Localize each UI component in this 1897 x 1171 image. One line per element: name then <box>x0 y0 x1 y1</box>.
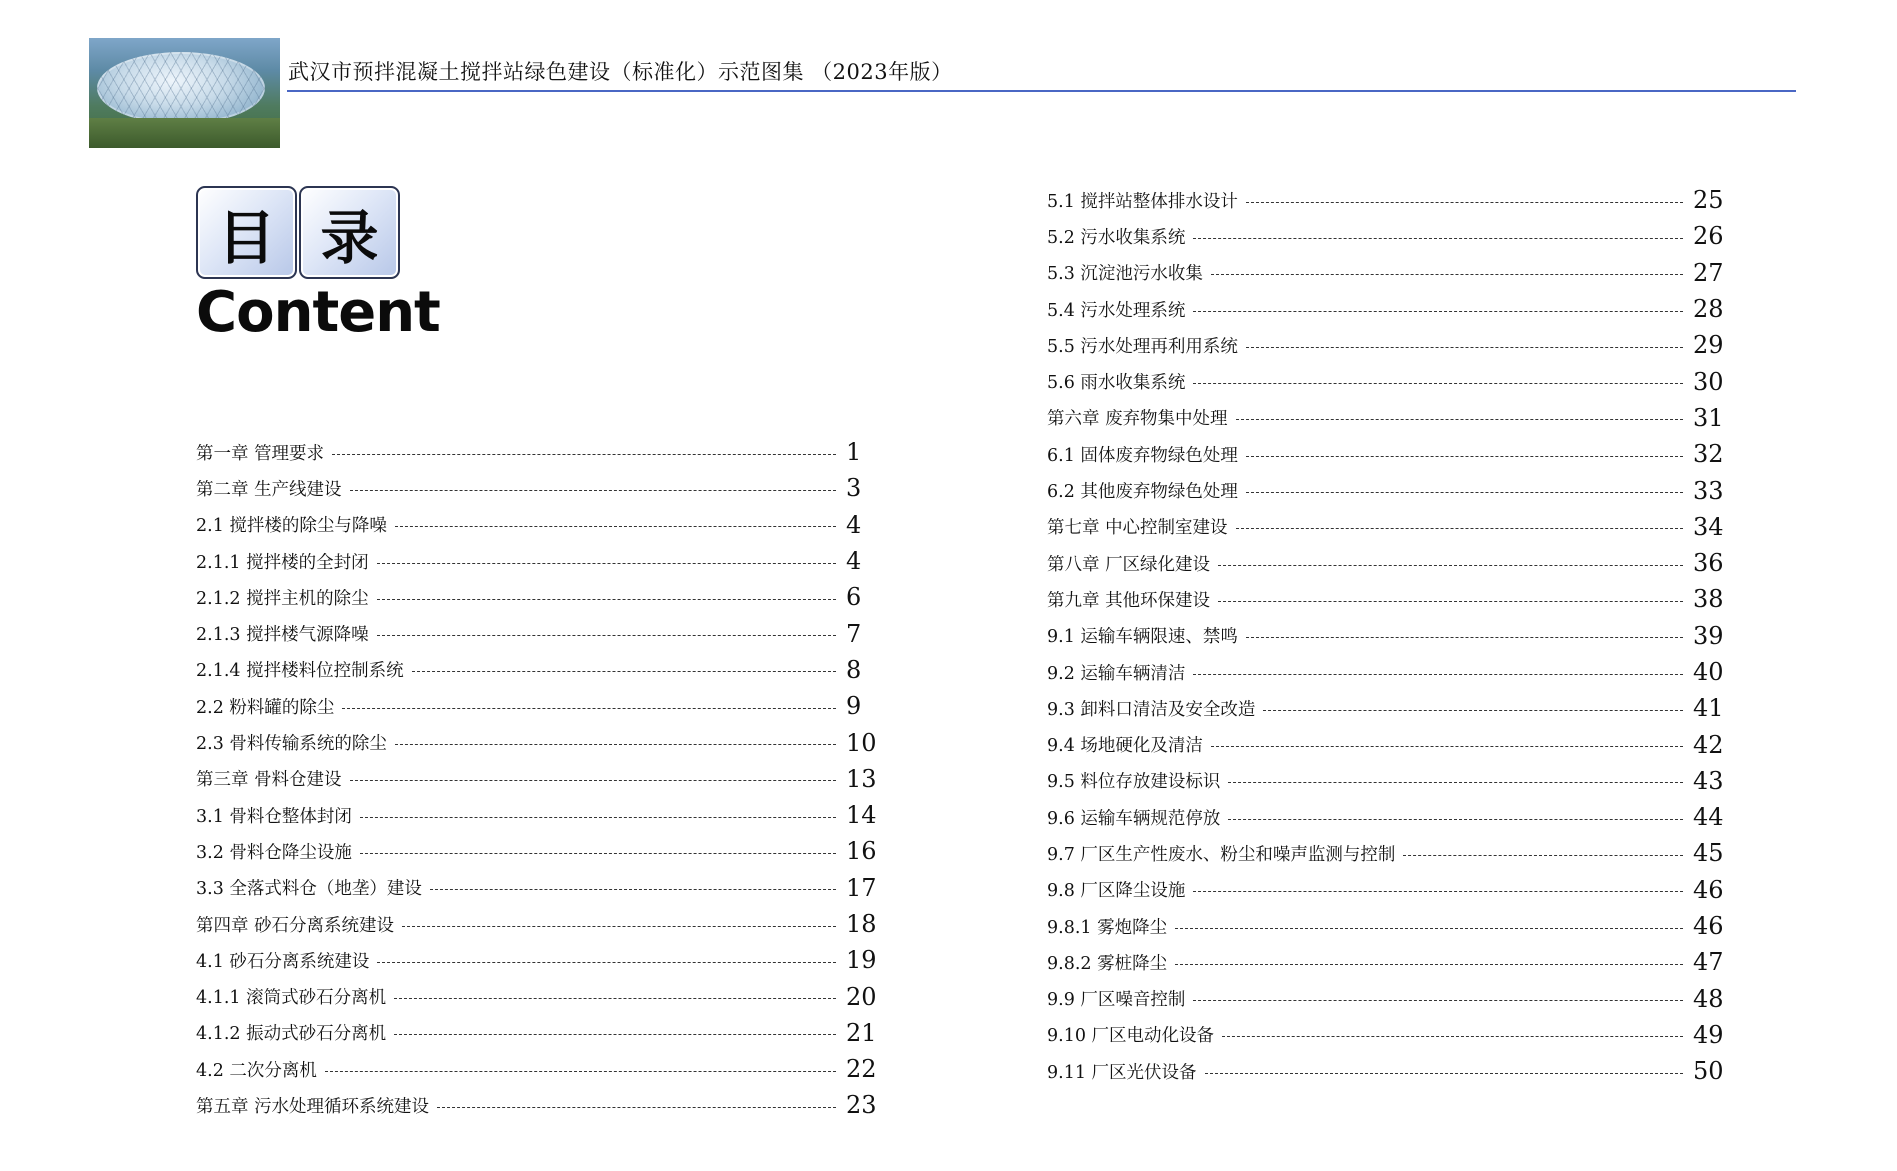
toc-entry[interactable] <box>1047 291 1727 327</box>
toc-entry[interactable] <box>196 797 880 833</box>
toc-entry-page: 44 <box>1693 803 1724 832</box>
toc-entry-page: 45 <box>1693 839 1724 868</box>
toc-entry-label: 9.11 厂区光伏设备 <box>1047 1062 1197 1083</box>
toc-leader-dots <box>1246 202 1683 203</box>
toc-entry-page: 7 <box>846 619 862 648</box>
toc-leader-dots <box>350 490 836 491</box>
toc-entry-page: 48 <box>1693 984 1724 1013</box>
toc-entry-label: 3.3 全落式料仓（地垄）建设 <box>196 879 422 900</box>
toc-entry-page: 16 <box>846 837 877 866</box>
toc-leader-dots <box>332 454 836 455</box>
toc-entry-label: 9.8 厂区降尘设施 <box>1047 881 1186 902</box>
toc-entry-label: 第八章 厂区绿化建设 <box>1047 554 1211 575</box>
toc-entry-page: 28 <box>1693 295 1724 324</box>
toc-entry-label: 9.2 运输车辆清洁 <box>1047 663 1186 684</box>
toc-leader-dots <box>1193 891 1683 892</box>
toc-entry-page: 40 <box>1693 658 1724 686</box>
toc-entry-label: 9.1 运输车辆限速、禁鸣 <box>1047 627 1238 648</box>
toc-entry-label: 第九章 其他环保建设 <box>1047 590 1211 611</box>
toc-entry[interactable] <box>1047 690 1727 726</box>
toc-entry-label: 2.1.3 搅拌楼气源降噪 <box>196 625 369 646</box>
toc-entry-page: 1 <box>846 438 862 467</box>
toc-entry[interactable] <box>1047 363 1727 399</box>
toc-leader-dots <box>342 708 836 709</box>
toc-leader-dots <box>1211 274 1683 275</box>
toc-leader-dots <box>1263 710 1683 711</box>
toc-entry-page: 30 <box>1693 367 1724 396</box>
toc-entry-label: 2.1 搅拌楼的除尘与降噪 <box>196 516 387 537</box>
toc-entry-label: 9.10 厂区电动化设备 <box>1047 1026 1215 1047</box>
toc-entry[interactable] <box>196 1051 880 1087</box>
toc-entry-page: 49 <box>1693 1020 1724 1049</box>
toc-entry-label: 5.1 搅拌站整体排水设计 <box>1047 191 1238 212</box>
toc-entry-label: 3.1 骨料仓整体封闭 <box>196 806 352 827</box>
toc-entry[interactable] <box>1047 654 1727 690</box>
toc-leader-dots <box>437 1107 836 1108</box>
toc-leader-dots <box>1403 855 1683 856</box>
toc-leader-dots <box>430 889 836 890</box>
toc-leader-dots <box>1193 238 1683 239</box>
toc-leader-dots <box>1211 746 1683 747</box>
toc-leader-dots <box>1222 1036 1683 1037</box>
toc-entry-label: 第六章 废弃物集中处理 <box>1047 409 1228 430</box>
toc-entry-label: 9.5 料位存放建设标识 <box>1047 772 1221 793</box>
toc-entry-label: 5.5 污水处理再利用系统 <box>1047 336 1238 357</box>
toc-leader-dots <box>1175 964 1683 965</box>
toc-entry-label: 2.3 骨料传输系统的除尘 <box>196 734 387 755</box>
toc-entry-label: 3.2 骨料仓降尘设施 <box>196 842 352 863</box>
toc-entry-label: 2.1.4 搅拌楼料位控制系统 <box>196 661 404 682</box>
toc-entry-page: 34 <box>1693 512 1724 541</box>
toc-entry-page: 18 <box>846 910 877 938</box>
toc-leader-dots <box>412 671 836 672</box>
toc-leader-dots <box>1193 311 1683 312</box>
toc-entry-page: 36 <box>1693 549 1724 578</box>
toc-leader-dots <box>1236 419 1683 420</box>
toc-entry[interactable] <box>196 978 880 1014</box>
toc-leader-dots <box>325 1071 836 1072</box>
title-char-key: 录 <box>299 186 400 279</box>
toc-entry[interactable] <box>196 1015 880 1051</box>
toc-entry-page: 13 <box>846 764 877 793</box>
toc-entry[interactable] <box>1047 472 1727 508</box>
toc-entry-page: 8 <box>846 655 862 684</box>
toc-leader-dots <box>394 998 836 999</box>
toc-leader-dots <box>1236 528 1683 529</box>
toc-leader-dots <box>1193 674 1683 675</box>
toc-leader-dots <box>350 780 836 781</box>
header-divider <box>287 90 1796 92</box>
toc-entry-page: 33 <box>1693 476 1724 505</box>
toc-entry-label: 9.3 卸料口清洁及安全改造 <box>1047 699 1256 720</box>
toc-entry-page: 3 <box>846 474 862 503</box>
toc-title-en: Content <box>196 280 440 345</box>
toc-entry-label: 5.4 污水处理系统 <box>1047 300 1186 321</box>
toc-entry[interactable] <box>1047 436 1727 472</box>
toc-leader-dots <box>1175 928 1683 929</box>
toc-entry-label: 6.2 其他废弃物绿色处理 <box>1047 482 1238 503</box>
toc-entry-label: 9.4 场地硬化及清洁 <box>1047 736 1203 757</box>
toc-leader-dots <box>1246 637 1683 638</box>
toc-entry-label: 2.1.2 搅拌主机的除尘 <box>196 588 369 609</box>
toc-entry[interactable] <box>1047 872 1727 908</box>
toc-entry[interactable] <box>1047 908 1727 944</box>
toc-entry[interactable] <box>196 470 880 506</box>
toc-entry-label: 第七章 中心控制室建设 <box>1047 518 1228 539</box>
toc-entry-page: 46 <box>1693 912 1724 941</box>
toc-title-cn <box>196 186 400 279</box>
toc-entry-page: 4 <box>846 547 862 576</box>
toc-entry[interactable] <box>196 906 880 942</box>
toc-entry-page: 19 <box>846 946 877 975</box>
toc-entry-page: 31 <box>1693 403 1724 432</box>
toc-entry[interactable] <box>1047 618 1727 654</box>
toc-leader-dots <box>1228 819 1683 820</box>
toc-leader-dots <box>394 1034 836 1035</box>
toc-entry-page: 41 <box>1693 694 1724 723</box>
toc-leader-dots <box>360 853 836 854</box>
toc-entry-page: 14 <box>846 801 877 830</box>
toc-entry-label: 9.6 运输车辆规范停放 <box>1047 808 1221 829</box>
toc-entry-label: 第三章 骨料仓建设 <box>196 770 342 791</box>
title-char-key: 目 <box>196 186 297 279</box>
toc-leader-dots <box>1193 383 1683 384</box>
toc-entry-page: 17 <box>846 873 877 902</box>
toc-entry-label: 第四章 砂石分离系统建设 <box>196 915 395 936</box>
toc-leader-dots <box>1193 1000 1683 1001</box>
toc-entry[interactable] <box>1047 327 1727 363</box>
toc-entry[interactable] <box>1047 835 1727 871</box>
toc-leader-dots <box>395 526 836 527</box>
toc-entry[interactable] <box>1047 545 1727 581</box>
toc-entry-page: 21 <box>846 1018 877 1047</box>
toc-entry-page: 46 <box>1693 875 1724 904</box>
toc-leader-dots <box>377 563 836 564</box>
toc-entry-page: 42 <box>1693 730 1724 759</box>
toc-entry-label: 9.7 厂区生产性废水、粉尘和噪声监测与控制 <box>1047 844 1396 865</box>
toc-entry-label: 第一章 管理要求 <box>196 443 325 464</box>
toc-entry-label: 4.1.1 滚筒式砂石分离机 <box>196 988 387 1009</box>
toc-entry-label: 9.8.1 雾炮降尘 <box>1047 917 1168 938</box>
toc-entry[interactable] <box>1047 944 1727 980</box>
toc-entry-page: 32 <box>1693 440 1724 469</box>
toc-entry-page: 29 <box>1693 331 1724 360</box>
toc-entry-label: 5.3 沉淀池污水收集 <box>1047 264 1203 285</box>
toc-entry[interactable] <box>196 652 880 688</box>
toc-leader-dots <box>1218 565 1683 566</box>
toc-entry[interactable] <box>1047 1053 1727 1089</box>
toc-entry[interactable] <box>1047 255 1727 291</box>
toc-entry-page: 4 <box>846 510 862 539</box>
toc-leader-dots <box>1205 1073 1683 1074</box>
toc-left-column <box>196 434 880 1124</box>
toc-entry-label: 9.8.2 雾桩降尘 <box>1047 953 1168 974</box>
toc-entry-page: 50 <box>1693 1057 1724 1086</box>
toc-leader-dots <box>1218 601 1683 602</box>
toc-entry-label: 2.1.1 搅拌楼的全封闭 <box>196 552 369 573</box>
toc-entry[interactable] <box>196 761 880 797</box>
toc-entry[interactable] <box>1047 981 1727 1017</box>
toc-leader-dots <box>1246 492 1683 493</box>
toc-leader-dots <box>1228 782 1683 783</box>
toc-entry-page: 26 <box>1693 222 1724 251</box>
toc-entry[interactable] <box>196 579 880 615</box>
header-thumbnail-image <box>89 38 280 148</box>
toc-entry[interactable] <box>1047 218 1727 254</box>
toc-entry-label: 4.1.2 振动式砂石分离机 <box>196 1024 387 1045</box>
toc-entry-label: 2.2 粉料罐的除尘 <box>196 697 335 718</box>
toc-entry-page: 22 <box>846 1055 877 1084</box>
toc-entry[interactable] <box>196 543 880 579</box>
toc-entry[interactable] <box>196 688 880 724</box>
toc-entry[interactable] <box>1047 763 1727 799</box>
toc-entry[interactable] <box>1047 726 1727 762</box>
toc-entry-page: 25 <box>1693 186 1724 215</box>
toc-leader-dots <box>395 744 836 745</box>
toc-entry-page: 6 <box>846 583 862 612</box>
toc-right-column <box>1047 182 1727 1089</box>
toc-entry[interactable] <box>196 942 880 978</box>
toc-entry[interactable] <box>196 1087 880 1123</box>
toc-leader-dots <box>377 962 836 963</box>
toc-entry-label: 第二章 生产线建设 <box>196 479 342 500</box>
toc-entry[interactable] <box>1047 1017 1727 1053</box>
toc-entry[interactable] <box>196 434 880 470</box>
toc-entry-label: 5.6 雨水收集系统 <box>1047 373 1186 394</box>
toc-entry[interactable] <box>1047 182 1727 218</box>
toc-leader-dots <box>1246 347 1683 348</box>
toc-entry-label: 6.1 固体废弃物绿色处理 <box>1047 445 1238 466</box>
document-header-title: 武汉市预拌混凝土搅拌站绿色建设（标准化）示范图集 （2023年版） <box>288 60 953 84</box>
toc-entry-page: 27 <box>1693 258 1724 287</box>
toc-entry-page: 10 <box>846 728 877 757</box>
toc-leader-dots <box>377 599 836 600</box>
toc-entry-page: 47 <box>1693 948 1724 977</box>
toc-entry-page: 38 <box>1693 585 1724 614</box>
toc-entry[interactable] <box>1047 400 1727 436</box>
toc-entry[interactable] <box>196 507 880 543</box>
toc-entry-label: 5.2 污水收集系统 <box>1047 227 1186 248</box>
toc-leader-dots <box>1246 456 1683 457</box>
toc-entry[interactable] <box>196 724 880 760</box>
toc-entry-label: 第五章 污水处理循环系统建设 <box>196 1096 430 1117</box>
toc-entry-label: 9.9 厂区噪音控制 <box>1047 990 1186 1011</box>
toc-leader-dots <box>377 635 836 636</box>
toc-entry[interactable] <box>1047 581 1727 617</box>
toc-entry-page: 43 <box>1693 766 1724 795</box>
toc-leader-dots <box>402 926 836 927</box>
toc-entry-page: 9 <box>846 692 862 721</box>
toc-entry[interactable] <box>1047 799 1727 835</box>
toc-entry[interactable] <box>1047 509 1727 545</box>
toc-entry[interactable] <box>196 870 880 906</box>
toc-entry-label: 4.2 二次分离机 <box>196 1060 317 1081</box>
toc-entry[interactable] <box>196 615 880 651</box>
toc-entry-page: 39 <box>1693 621 1724 650</box>
toc-leader-dots <box>360 817 836 818</box>
toc-entry-page: 20 <box>846 982 877 1011</box>
toc-entry[interactable] <box>196 833 880 869</box>
toc-entry-page: 23 <box>846 1091 877 1120</box>
toc-entry-label: 4.1 砂石分离系统建设 <box>196 951 370 972</box>
